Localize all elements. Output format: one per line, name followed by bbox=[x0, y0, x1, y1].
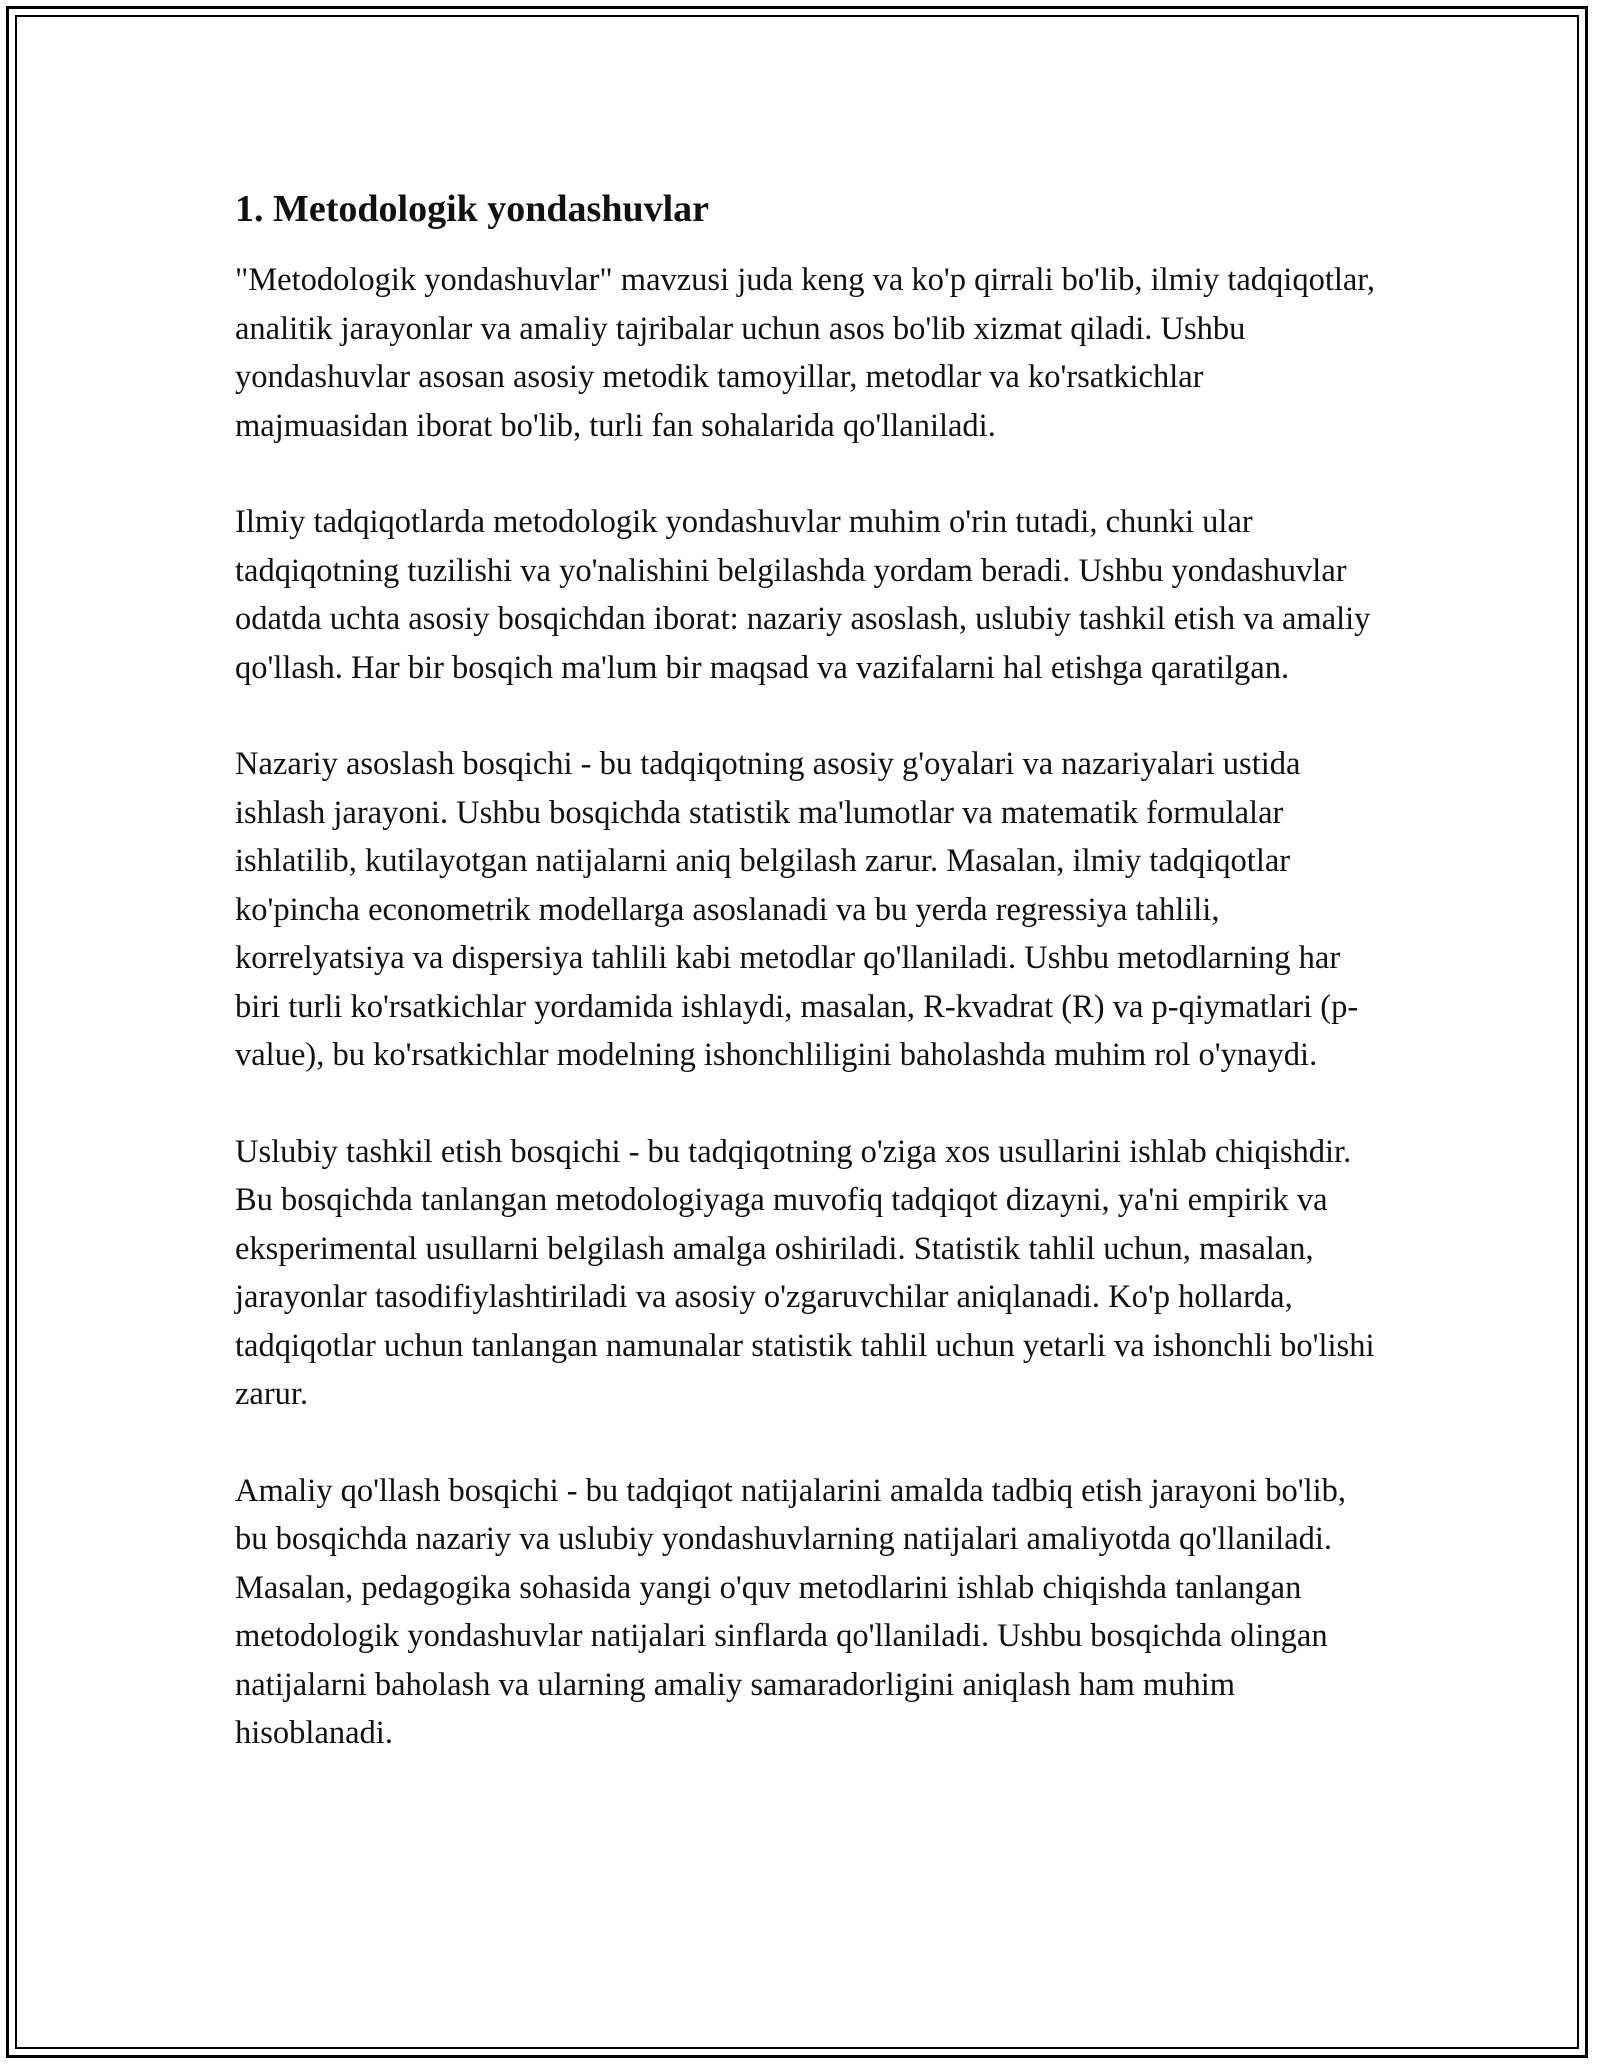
paragraph-practical: Amaliy qo'llash bosqichi - bu tadqiqot natijalarini amalda tadbiq etish jarayoni bo'lib, bu bosqichda nazariy va uslubiy yondashuvlarning natijalari amaliyotda qo'llaniladi. Masalan, pedagogika sohasida yangi o'quv metodlarini ishlab chiqishda tanlangan metodologik yondashuvlar natijalari sinflarda qo'llaniladi. Ushbu bosqichda olingan natijalarni baholash va ularning amaliy samaradorligini aniqlash ham muhim hisoblanadi. bbox=[235, 1472, 1347, 1752]
paragraph-stages: Ilmiy tadqiqotlarda metodologik yondashuvlar muhim o'rin tutadi, chunki ular tadqiqotning tuzilishi va yo'nalishini belgilashda yordam beradi. Ushbu yondashuvlar odatda uchta asosiy bosqichdan iborat: nazariy asoslash, uslubiy tashkil etish va amaliy qo'llash. Har bir bosqich ma'lum bir maqsad va vazifalarni hal etishga qaratilgan. bbox=[235, 504, 1371, 686]
paragraph-theoretical: Nazariy asoslash bosqichi - bu tadqiqotning asosiy g'oyalari va nazariyalari ustida ishlash jarayoni. Ushbu bosqichda statistik ma'lumotlar va matematik formulalar ishlatilib, kutilayotgan natijalarni aniq belgilash zarur. Masalan, ilmiy tadqiqotlar ko'pincha econometrik modellarga asoslanadi va bu yerda regressiya tahlili, korrelyatsiya va dispersiya tahlili kabi metodlar qo'llaniladi. Ushbu metodlarning har biri turli ko'rsatkichlar yordamida ishlaydi, masalan, R-kvadrat (R) va p-qiymatlari (p-value), bu ko'rsatkichlar modelning ishonchliligini baholashda muhim rol o'ynaydi. bbox=[235, 746, 1359, 1074]
section-heading: 1. Metodologik yondashuvlar bbox=[235, 188, 710, 230]
paragraph-intro: "Metodologik yondashuvlar" mavzusi juda keng va ko'p qirrali bo'lib, ilmiy tadqiqotlar, analitik jarayonlar va amaliy tajribalar uchun asos bo'lib xizmat qiladi. Ushbu yondashuvlar asosan asosiy metodik tamoyillar, metodlar va ko'rsatkichlar majmuasidan iborat bo'lib, turli fan sohalarida qo'llaniladi. bbox=[235, 262, 1375, 444]
document-body bbox=[235, 185, 1375, 1806]
paragraph-methodological: Uslubiy tashkil etish bosqichi - bu tadqiqotning o'ziga xos usullarini ishlab chiqishdir. Bu bosqichda tanlangan metodologiyaga muvofiq tadqiqot dizayni, ya'ni empirik va eksperimental usullarni belgilash amalga oshiriladi. Statistik tahlil uchun, masalan, jarayonlar tasodifiylashtiriladi va asosiy o'zgaruvchilar aniqlanadi. Ko'p hollarda, tadqiqotlar uchun tanlangan namunalar statistik tahlil uchun yetarli va ishonchli bo'lishi zarur. bbox=[235, 1133, 1375, 1413]
